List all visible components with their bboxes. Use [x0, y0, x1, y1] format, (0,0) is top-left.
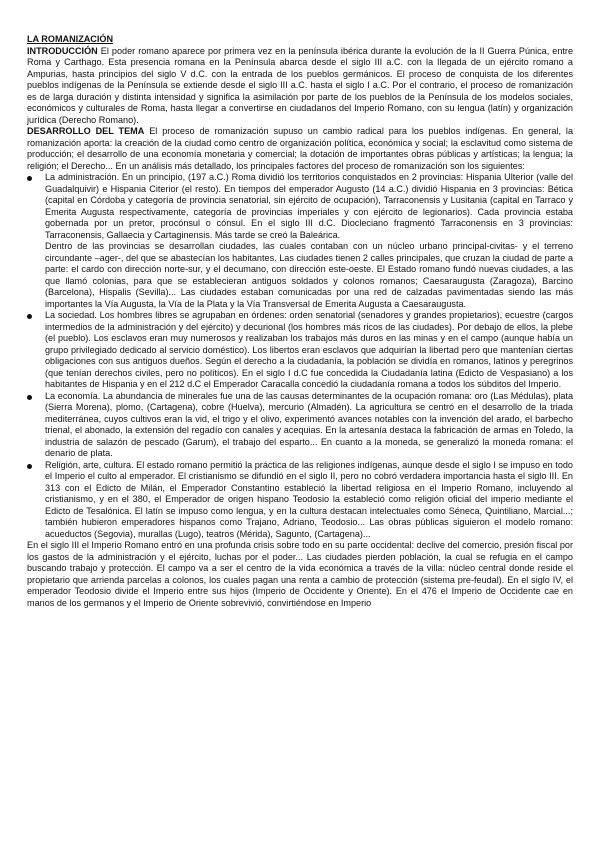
- development-heading: DESARROLLO DEL TEMA: [27, 126, 145, 136]
- bullet-icon: [27, 314, 32, 319]
- list-item-text: Religión, arte, cultura. El estado romano permitió la práctica de las religiones indígenas, aunque desde el siglo I se impuso en todo el Imperio el culto al emperador. El cristianismo se difundió en el siglo II, pero no cobró verdadera importancia hasta el siglo III. En 313 con el Edicto de Milán, el Emperador Constantino estableció la libertad religiosa en el Imperio Romano, incluyendo al cristianismo, y en el 380, el Emperador de origen hispano Teodosio la estableció como religión oficial del imperio mediante el Edicto de Tesalónica. El latín se impuso como lengua, y en la cultura destacan intelectuales como Séneca, Quintiliano, Marcial...; también hubieron emperadores hispanos como Trajano, Adriano, Teodosio... Las obras públicas siguieron el modelo romano: acueductos (Segovia), murallas (Lugo), teatros (Mérida), Sagunto, (Cartagena)...: [45, 459, 573, 539]
- list-item-text: La economía. La abundancia de minerales fue una de las causas determinantes de la ocupación romana: oro (Las Médulas), plata (Sierra Morena), plomo, (Cartagena), cobre (Huelva), mercurio (Almadén). La agricultura se centró en el desarrollo de la triada mediterránea, cuyos cultivos eran la vid, el trigo y el olivo, experimentó avances notables con la invención del arado, el barbecho trienal, el abonado, la extensión del regadío con canales y acequias. En la artesanía destaca la fabricación de armas en Toledo, la industria de salazón de pescado (Garum), el trabajo del esparto... En cuanto a la moneda, se generalizó la moneda romana: el denario de plata.: [45, 390, 573, 458]
- list-item: [27, 172, 573, 241]
- list-item-text: La sociedad. Los hombres libres se agrupaban en órdenes: orden senatorial (senadores y grandes propietarios), ecuestre (cargos intermedios de la administración y del ejército) y decurional (los hombres más ricos de las ciudades). Por debajo de ellos, la plebe (el pueblo). Los esclavos eran muy numerosos y realizaban los trabajos más duros en las minas y en el campo (aunque había un grupo privilegiado dedicado al servicio doméstico). Los libertos eran esclavos que adquirían la libertad pero que mantenían ciertas obligaciones con sus antiguos dueños. Según el derecho a la ciudadanía, la población se dividía en romanos, latinos y peregrinos (que tenían derechos civiles, pero no políticos). En el siglo I d.C fue concedida la Ciudadanía latina (Edicto de Vespasiano) a los habitantes de Hispania y en el 212 d.C el Emperador Caracalla concedió la ciudadanía romana a todos los súbditos del Imperio.: [45, 310, 573, 389]
- bullet-icon: [27, 464, 32, 469]
- list-item: [27, 391, 573, 460]
- document-page: [27, 34, 573, 609]
- development-paragraph: [27, 126, 573, 172]
- intro-text: El poder romano aparece por primera vez en la península ibérica durante la evolución de la II Guerra Púnica, entre Roma y Carthago. Esta presencia romana en la Península abarca desde el siglo III a.C. con la llegada de un ejército romano a Ampurias, hasta principios del siglo V d.C. con la entrada de los pueblos germánicos. El proceso de conquista de los diferentes pueblos indígenas de la Península se extiende desde el siglo III a.C. hasta el siglo I a.C. Por el contrario, el proceso de romanización es de larga duración y distinta intensidad y significa la asimilación por parte de los pueblos de la Península de los modelos sociales, económicos y culturales de Roma, hasta llegar a convertirse en ciudadanos del Imperio Romano, con su lengua (latín) y organización jurídica (Derecho Romano).: [27, 45, 573, 125]
- page-title: LA ROMANIZACIÓN: [27, 34, 114, 44]
- factors-list: [27, 172, 573, 241]
- intro-heading: INTRODUCCIÓN: [27, 45, 98, 56]
- bullet-icon: [27, 395, 32, 400]
- list-item: [27, 460, 573, 541]
- factors-list-continued: [27, 310, 573, 540]
- intro-paragraph: [27, 46, 573, 127]
- development-text: El proceso de romanización supuso un cambio radical para los pueblos indígenas. En general, la romanización aporta: la creación de la ciudad como centro de organización política, económica y social; la esclavitud como sistema de producción; el desarrollo de una economía monetaria y comercial; la dotación de importantes obras públicas y artísticas; la lengua; la religión; el Derecho... En un análisis más detallado, los principales factores del proceso de romanización son los siguientes:: [27, 126, 573, 171]
- list-item: [27, 310, 573, 391]
- bullet-icon: [27, 176, 32, 181]
- list-item-continuation: Dentro de las provincias se desarrollan ciudades, las cuales contaban con un núcleo urbano principal-civitas- y el terreno circundante –ager-, del que se abastecían los habitantes. Las ciudades tienen 2 calles principales, que cruzan la ciudad de parte a parte: el cardo con dirección norte-sur, y el decumano, con dirección este-oeste. El Estado romano fundó nuevas ciudades, a las que llamó colonias, para que se establecieran antiguos soldados y colonos romanos; Caesaraugusta (Zaragoza), Barcino (Barcelona), Hispalis (Sevilla)... Las ciudades estaban comunicadas por una red de calzadas pavimentadas siendo las más importantes la Vía Augusta, la Vía de la Plata y la Vía Transversal de Emerita Augusta a Caesaraugusta.: [45, 241, 573, 309]
- list-item-text: La administración. En un principio, (197 a.C.) Roma dividió los territorios conquistados en 2 provincias: Hispania Ulterior (valle del Guadalquivir) e Hispania Citerior (el resto). En tiempos del emperador Augusto (14 a.C.) dividió Hispania en 3 provincias: Bética (capital en Córdoba y categoría de provincia senatorial, sin ejército de ocupación), Tarraconensis y Lusitania (capital en Tarraco y Emerita Augusta respectivamente, categoría de provincias imperiales y con ejército de legionarios). Cada provincia estaba gobernada por un pretor, procónsul o cónsul. En el siglo III d.C. Diocleciano fragmentó Tarraconensis en 3 provincias: Tarraconensis, Gallaecia y Cartaginensis. Más tarde se creó la Baleárica.: [45, 172, 573, 240]
- closing-paragraph: En el siglo III el Imperio Romano entró en una profunda crisis sobre todo en su parte occidental: declive del comercio, presión fiscal por los gastos de la administración y el ejército, luchas por el poder... Las ciudades pierden población, la cual se refugia en el campo buscando trabajo y protección. El campo va a ser el centro de la vida económica a través de la villa: núcleo central donde reside el propietario que arrienda parcelas a colonos, los cuales pagan una renta a cambio de protección (sistema pre-feudal). En el siglo IV, el emperador Teodosio divide el Imperio entre sus hijos (Imperio de Occidente y Oriente). En el 476 el Imperio de Occidente cae en manos de los germanos y el Imperio de Oriente sobrevivió, convirtiéndose en Imperio: [27, 540, 573, 608]
